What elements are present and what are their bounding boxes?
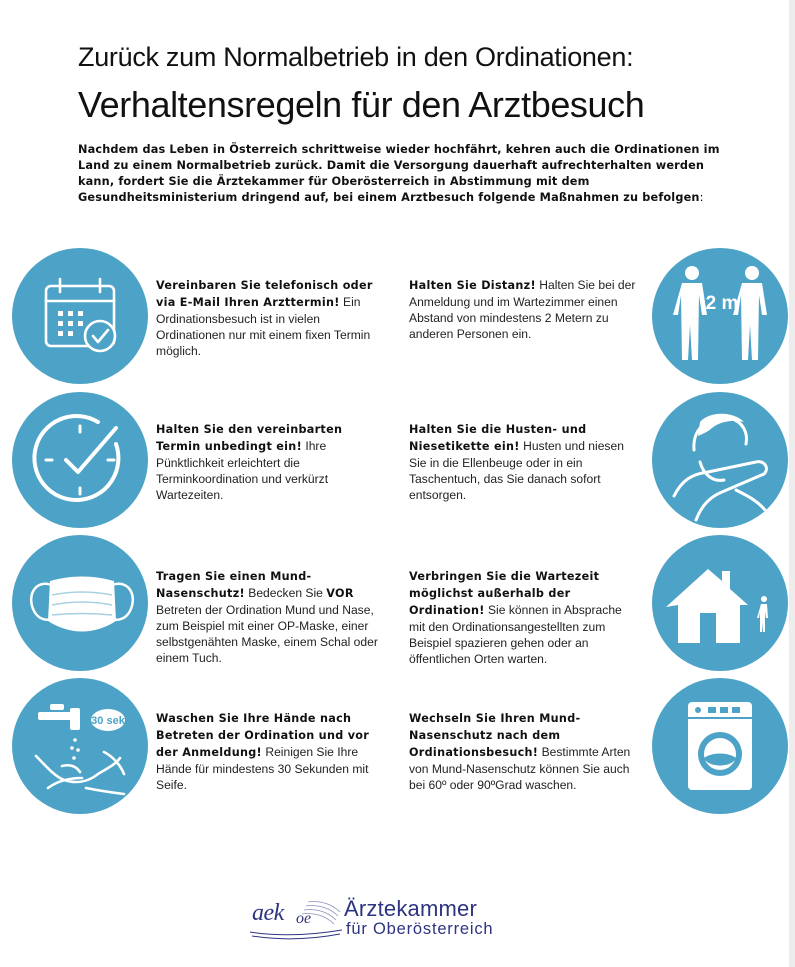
logo-name-line-2: für Oberösterreich [346, 920, 494, 938]
calendar-check-icon [12, 248, 148, 384]
rule-wash-text: Reinigen Sie Ihre Hände für mindestens 30 Sekunden mit Seife. [156, 745, 369, 792]
clock-check-icon [12, 392, 148, 528]
intro-tail: : [699, 191, 704, 204]
page-edge [789, 0, 795, 967]
logo-mark-aek: aek [252, 900, 284, 926]
rule-change-mask [409, 710, 641, 793]
washing-machine-icon [652, 678, 788, 814]
title-line-1: Zurück zum Normalbetrieb in den Ordinationen: [78, 42, 634, 72]
rule-mask-text-before: Bedecken Sie [244, 586, 327, 600]
rule-wait-heading: Verbringen Sie die Wartezeit möglichst außerhalb der Ordination! [409, 570, 600, 617]
rule-change-text: Bestimmte Arten von Mund-Nasenschutz können Sie auch bei 60º oder 90ºGrad waschen. [409, 745, 631, 792]
rule-hand-washing [156, 710, 392, 793]
face-mask-icon [12, 535, 148, 671]
rule-punctuality-heading: Halten Sie den vereinbarten Termin unbedingt ein! [156, 423, 343, 453]
title-line-2: Verhaltensregeln für den Arztbesuch [78, 84, 645, 125]
rule-mask-text: Betreten der Ordination Mund und Nase, zum Beispiel mit einer OP-Maske, einer selbstgenähten Maske, einem Schal oder einem Tuch. [156, 603, 378, 665]
rule-appointment-text: Ein Ordinationsbesuch ist in vielen Ordinationen nur mit einem fixen Termin möglich. [156, 295, 371, 358]
rule-wait-text: Sie können in Absprache mit den Ordinationsangestellten zum Beispiel spazieren gehen oder an öffentlichen Orten warten. [409, 603, 622, 666]
logo-name-line-1: Ärztekammer [344, 896, 477, 921]
hand-washing-icon [12, 678, 148, 814]
rule-distance-text: Halten Sie bei der Anmeldung und im Wartezimmer einen Abstand von mindestens 2 Metern zu anderen Personen ein. [409, 278, 636, 341]
rule-wait-outside [409, 568, 641, 667]
rule-punctuality [156, 421, 388, 503]
rule-appointment [156, 277, 392, 359]
cough-elbow-icon [652, 392, 788, 528]
rule-cough-etiquette [409, 421, 641, 503]
distance-label: 2 m [705, 293, 739, 314]
intro-paragraph [78, 142, 728, 206]
rule-face-mask [156, 568, 392, 666]
logo-mark-oe: oe [296, 910, 312, 927]
rule-cough-heading: Halten Sie die Husten- und Niesetikette ein! [409, 423, 587, 453]
rule-punctuality-text: Ihre Pünktlichkeit erleichtert die Terminkoordination und verkürzt Wartezeiten. [156, 439, 329, 502]
rule-distance [409, 277, 641, 342]
intro-bold-text: Nachdem das Leben in Österreich schrittweise wieder hochfährt, kehren auch die Ordinationen im Land zu einem Normalbetrieb zurück. Damit die Versorgung dauerhaft aufrechterhalten werden kann, fordert Sie die Ärztekammer für Oberösterreich in Abstimmung mit dem Gesundheitsministerium dringend auf, bei einem Arztbesuch folgende Maßnahmen zu befolgen [78, 143, 720, 204]
rule-distance-heading: Halten Sie Distanz! [409, 279, 536, 292]
aekooe-logo [246, 896, 506, 944]
house-person-icon [652, 535, 788, 671]
rule-cough-text: Husten und niesen Sie in die Ellenbeuge oder in ein Taschentuch, das Sie danach sofort entsorgen. [409, 439, 624, 502]
rule-wash-heading: Waschen Sie Ihre Hände nach Betreten der Ordination und vor der Anmeldung! [156, 712, 370, 759]
rule-appointment-heading: Vereinbaren Sie telefonisch oder via E-Mail Ihren Arzttermin! [156, 279, 373, 309]
rule-change-heading: Wechseln Sie Ihren Mund-Nasenschutz nach dem Ordinationsbesuch! [409, 712, 581, 759]
distance-people-icon [652, 248, 788, 384]
wash-duration-label: 30 sek [91, 715, 125, 727]
rule-mask-emphasis: VOR [326, 587, 354, 600]
rule-mask-heading: Tragen Sie einen Mund-Nasenschutz! [156, 570, 312, 600]
